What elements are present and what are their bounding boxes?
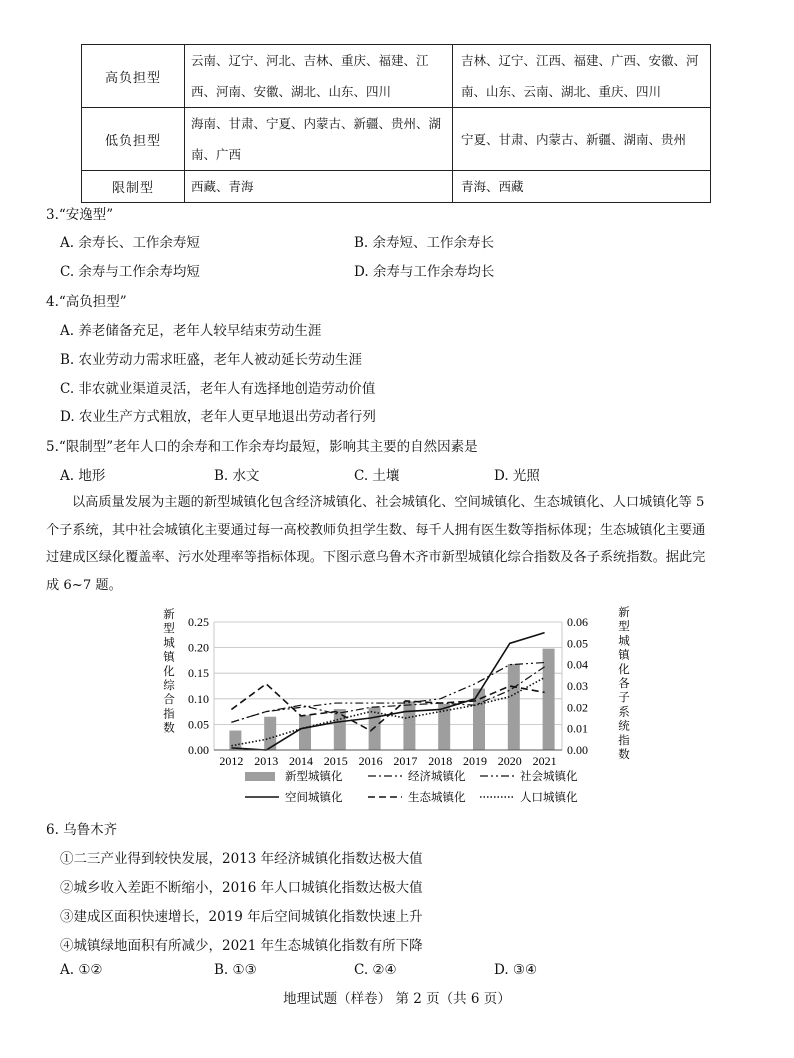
y-axis-title-left: 型 bbox=[163, 621, 175, 636]
q4-option-a: A. 养老储备充足，老年人较早结束劳动生涯 bbox=[60, 323, 322, 339]
q3-option-a: A. 余寿长、工作余寿短 bbox=[60, 235, 200, 251]
q3-option-d: D. 余寿与工作余寿均长 bbox=[354, 264, 495, 280]
y-axis-title-right: 型 bbox=[618, 619, 630, 634]
y-tick-label-right: 0.04 bbox=[567, 657, 588, 672]
legend-swatch bbox=[245, 772, 275, 781]
table-cell: 云南、辽宁、河北、吉林、重庆、福建、江西、河南、安徽、湖北、山东、四川 bbox=[185, 45, 453, 108]
q5-option-d: D. 光照 bbox=[494, 468, 540, 484]
table-cell: 海南、甘肃、宁夏、内蒙古、新疆、贵州、湖南、广西 bbox=[185, 108, 453, 171]
table-cell: 吉林、辽宁、江西、福建、广西、安徽、河南、山东、云南、湖北、重庆、四川 bbox=[453, 45, 711, 108]
urbanization-chart bbox=[150, 600, 650, 815]
y-axis-title-right: 城 bbox=[618, 633, 630, 648]
q3-stem: 3.“安逸型” bbox=[46, 207, 114, 223]
series-line-生态城镇化 bbox=[231, 684, 544, 731]
q5-option-c: C. 土壤 bbox=[354, 468, 400, 484]
table-cell: 宁夏、甘肃、内蒙古、新疆、湖南、贵州 bbox=[453, 108, 711, 171]
y-tick-label-right: 0.00 bbox=[567, 743, 588, 757]
y-tick-label-left: 0.10 bbox=[188, 691, 209, 706]
y-axis-title-right: 指 bbox=[618, 732, 630, 747]
bar-2017 bbox=[403, 701, 415, 750]
y-axis-title-right: 系 bbox=[618, 704, 630, 719]
table-type-cell: 高负担型 bbox=[82, 45, 185, 108]
x-tick-label: 2013 bbox=[254, 754, 279, 768]
y-tick-label-right: 0.06 bbox=[567, 615, 588, 629]
y-axis-title-right: 化 bbox=[618, 661, 630, 676]
bar-2012 bbox=[229, 731, 241, 750]
page-footer: 地理试题（样卷） 第 2 页（共 6 页） bbox=[283, 991, 511, 1007]
q4-stem: 4.“高负担型” bbox=[46, 294, 127, 310]
table-row bbox=[82, 171, 711, 203]
q6-item-4: ④城镇绿地面积有所减少，2021 年生态城镇化指数有所下降 bbox=[60, 938, 423, 954]
q6-item-1: ①二三产业得到较快发展，2013 年经济城镇化指数达极大值 bbox=[60, 851, 423, 867]
y-tick-label-right: 0.02 bbox=[567, 700, 588, 715]
passage bbox=[46, 489, 756, 599]
legend-label: 生态城镇化 bbox=[408, 790, 466, 804]
passage-line: 成 6~7 题。 bbox=[46, 577, 122, 593]
y-axis-title-right: 统 bbox=[618, 718, 630, 733]
y-tick-label-left: 0.05 bbox=[188, 717, 209, 732]
chart-legend bbox=[245, 769, 578, 804]
legend-label: 空间城镇化 bbox=[285, 790, 343, 804]
passage-line: 过建成区绿化覆盖率、污水处理率等指标体现。下图示意乌鲁木齐市新型城镇化综合指数及各子系统指数。据此完 bbox=[46, 550, 706, 565]
y-tick-label-left: 0.20 bbox=[188, 640, 209, 655]
x-tick-label: 2012 bbox=[219, 754, 244, 768]
y-axis-title-right: 新 bbox=[618, 605, 630, 619]
passage-line: 以高质量发展为主题的新型城镇化包含经济城镇化、社会城镇化、空间城镇化、生态城镇化、人口城镇化等 5 bbox=[72, 495, 705, 510]
x-tick-label: 2020 bbox=[497, 754, 522, 768]
x-tick-label: 2017 bbox=[393, 754, 418, 768]
bar-2014 bbox=[299, 715, 311, 750]
x-tick-label: 2016 bbox=[358, 754, 383, 768]
y-axis-title-right: 各 bbox=[618, 676, 630, 690]
y-axis-title-left: 镇 bbox=[163, 649, 175, 664]
y-tick-label-right: 0.01 bbox=[567, 721, 588, 736]
table-type-cell: 限制型 bbox=[82, 171, 185, 203]
q5-option-b: B. 水文 bbox=[214, 468, 260, 484]
table-cell: 西藏、青海 bbox=[185, 171, 453, 203]
chart-lines bbox=[231, 633, 544, 750]
table-type-cell: 低负担型 bbox=[82, 108, 185, 171]
bar-2020 bbox=[508, 664, 520, 750]
legend-label: 社会城镇化 bbox=[520, 769, 578, 783]
y-axis-title-left: 综 bbox=[163, 678, 175, 692]
chart-bars bbox=[229, 649, 554, 750]
y-tick-label-right: 0.03 bbox=[567, 679, 588, 693]
y-axis-title-left: 城 bbox=[163, 635, 175, 650]
y-tick-label-right: 0.05 bbox=[567, 636, 588, 651]
legend-label: 人口城镇化 bbox=[520, 790, 578, 804]
legend-label: 新型城镇化 bbox=[285, 769, 343, 783]
y-axis-title-left: 化 bbox=[163, 663, 175, 678]
x-tick-label: 2019 bbox=[463, 754, 487, 768]
series-line-空间城镇化 bbox=[231, 633, 544, 750]
q4-option-c: C. 非农就业渠道灵活，老年人有选择地创造劳动价值 bbox=[60, 381, 376, 397]
q4-option-b: B. 农业劳动力需求旺盛，老年人被动延长劳动生涯 bbox=[60, 352, 363, 368]
x-tick-label: 2014 bbox=[289, 754, 313, 768]
q4-option-d: D. 农业生产方式粗放，老年人更早地退出劳动者行列 bbox=[60, 409, 376, 425]
y-axis-title-right: 数 bbox=[618, 747, 630, 761]
bar-2021 bbox=[543, 649, 555, 750]
table-row bbox=[82, 45, 711, 108]
y-tick-label-left: 0.25 bbox=[188, 615, 209, 629]
classification-table bbox=[81, 44, 711, 203]
y-axis-title-right: 镇 bbox=[618, 647, 630, 662]
table-cell: 青海、西藏 bbox=[453, 171, 711, 203]
series-line-社会城镇化 bbox=[231, 663, 544, 723]
y-axis-title-left: 数 bbox=[163, 720, 175, 735]
table-row bbox=[82, 108, 711, 171]
q6-item-2: ②城乡收入差距不断缩小，2016 年人口城镇化指数达极大值 bbox=[60, 880, 423, 896]
x-tick-label: 2018 bbox=[428, 754, 453, 768]
q6-item-3: ③建成区面积快速增长，2019 年后空间城镇化指数快速上升 bbox=[60, 909, 423, 925]
q6-option-d: D. ③④ bbox=[494, 962, 538, 978]
q6-option-c: C. ②④ bbox=[354, 962, 397, 978]
q6-option-a: A. ①② bbox=[60, 962, 103, 978]
y-axis-title-left: 合 bbox=[163, 692, 175, 707]
q3-option-b: B. 余寿短、工作余寿长 bbox=[354, 235, 495, 251]
q6-option-b: B. ①③ bbox=[214, 962, 257, 978]
q5-option-a: A. 地形 bbox=[60, 468, 106, 484]
legend-label: 经济城镇化 bbox=[408, 769, 466, 783]
q3-option-c: C. 余寿与工作余寿均短 bbox=[60, 264, 200, 280]
series-line-人口城镇化 bbox=[231, 677, 544, 745]
y-tick-label-left: 0.00 bbox=[188, 743, 209, 757]
y-axis-title-left: 新 bbox=[163, 607, 175, 621]
y-axis-title-left: 指 bbox=[163, 706, 175, 721]
passage-line: 个子系统，其中社会城镇化主要通过每一高校教师负担学生数、每千人拥有医生数等指标体现；生态城镇化主要通 bbox=[46, 522, 706, 538]
q5-stem: 5.“限制型”老年人口的余寿和工作余寿均最短，影响其主要的自然因素是 bbox=[46, 439, 478, 455]
x-tick-label: 2021 bbox=[532, 754, 557, 768]
bar-2015 bbox=[334, 709, 346, 750]
y-axis-title-right: 子 bbox=[618, 690, 630, 705]
x-tick-label: 2015 bbox=[323, 754, 348, 768]
y-tick-label-left: 0.15 bbox=[188, 666, 209, 681]
q6-stem: 6. 乌鲁木齐 bbox=[46, 822, 118, 838]
